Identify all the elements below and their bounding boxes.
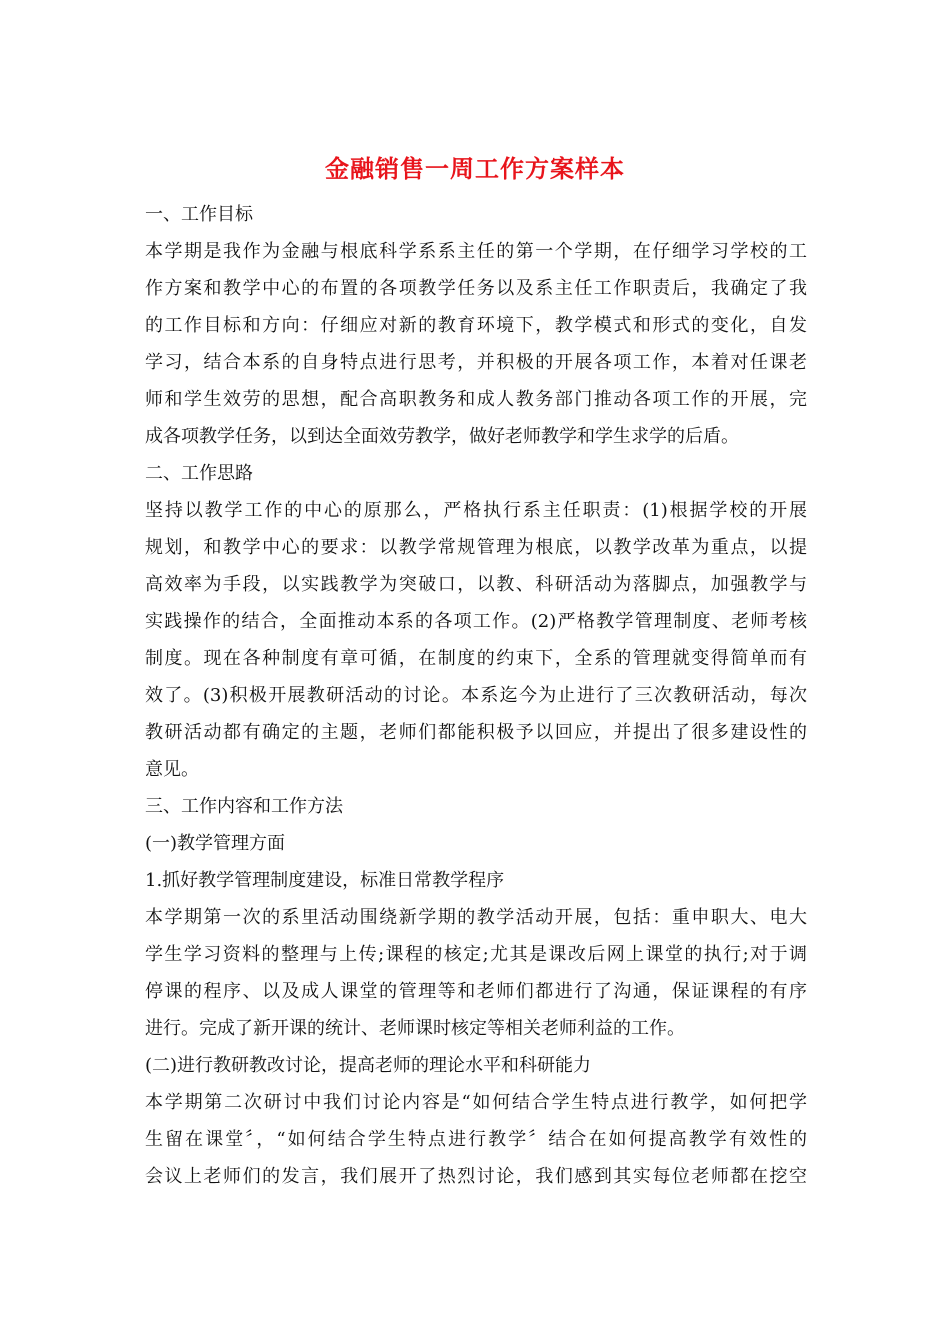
text-line: 会议上老师们的发言，我们展开了热烈讨论，我们感到其实每位老师都在挖空 — [145, 1166, 807, 1187]
text-line: 生留在课堂〞，“如何结合学生特点进行教学〞结合在如何提高教学有效性的 — [145, 1129, 807, 1150]
text-line: 三、工作内容和工作方法 — [145, 796, 343, 817]
document-title: 金融销售一周工作方案样本 — [325, 154, 625, 183]
document-body — [145, 196, 807, 1195]
text-line: 作方案和教学中心的布置的各项教学任务以及系主任工作职责后，我确定了我 — [145, 278, 807, 299]
text-line: 本学期是我作为金融与根底科学系系主任的第一个学期，在仔细学习学校的工 — [145, 241, 807, 262]
text-line: 1.抓好教学管理制度建设，标准日常教学程序 — [145, 870, 505, 891]
text-line: 高效率为手段，以实践教学为突破口，以教、科研活动为落脚点，加强教学与 — [145, 574, 807, 595]
text-line: 实践操作的结合，全面推动本系的各项工作。(2)严格教学管理制度、老师考核 — [145, 611, 807, 632]
text-line: 学生学习资料的整理与上传;课程的核定;尤其是课改后网上课堂的执行;对于调 — [145, 944, 807, 965]
text-line: 师和学生效劳的思想，配合高职教务和成人教务部门推动各项工作的开展，完 — [145, 389, 807, 410]
text-line: (一)教学管理方面 — [145, 833, 286, 854]
text-line: 二、工作思路 — [145, 463, 253, 484]
text-line: (二)进行教研教改讨论，提高老师的理论水平和科研能力 — [145, 1055, 592, 1076]
text-line: 进行。完成了新开课的统计、老师课时核定等相关老师利益的工作。 — [145, 1018, 685, 1039]
text-line: 规划，和教学中心的要求：以教学常规管理为根底，以教学改革为重点，以提 — [145, 537, 807, 558]
text-line: 成各项教学任务，以到达全面效劳教学，做好老师教学和学生求学的后盾。 — [145, 426, 739, 447]
text-line: 学习，结合本系的自身特点进行思考，并积极的开展各项工作，本着对任课老 — [145, 352, 807, 373]
text-line: 一、工作目标 — [145, 204, 253, 225]
text-line: 效了。(3)积极开展教研活动的讨论。本系迄今为止进行了三次教研活动，每次 — [145, 685, 807, 706]
text-line: 坚持以教学工作的中心的原那么，严格执行系主任职责：(1)根据学校的开展 — [145, 500, 807, 521]
text-line: 教研活动都有确定的主题，老师们都能积极予以回应，并提出了很多建设性的 — [145, 722, 807, 743]
text-line: 本学期第二次研讨中我们讨论内容是“如何结合学生特点进行教学，如何把学 — [145, 1092, 807, 1113]
text-line: 意见。 — [145, 759, 199, 780]
text-line: 制度。现在各种制度有章可循，在制度的约束下，全系的管理就变得简单而有 — [145, 648, 807, 669]
text-line: 本学期第一次的系里活动围绕新学期的教学活动开展，包括：重申职大、电大 — [145, 907, 807, 928]
text-line: 停课的程序、以及成人课堂的管理等和老师们都进行了沟通，保证课程的有序 — [145, 981, 807, 1002]
text-line: 的工作目标和方向：仔细应对新的教育环境下，教学模式和形式的变化，自发 — [145, 315, 807, 336]
